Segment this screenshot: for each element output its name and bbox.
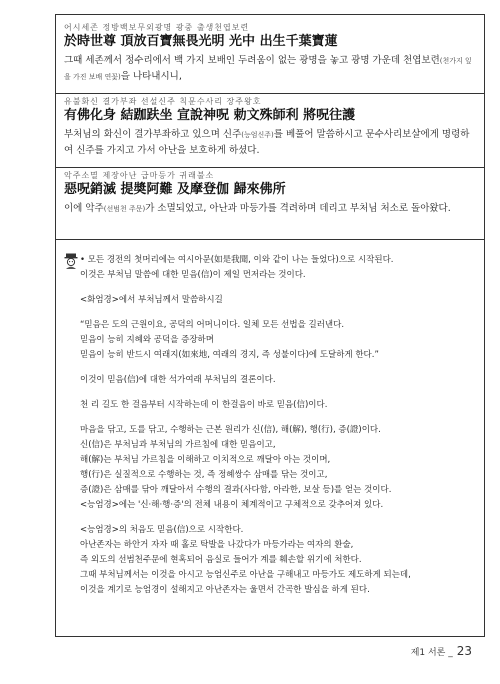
verse-hanja: 於時世尊 頂放百寶無畏光明 光中 出生千葉寶蓮	[64, 34, 338, 49]
verse-block	[64, 23, 478, 85]
translation-note: (천가지 잎을 가진 보배 연꽃)	[64, 57, 472, 81]
commentary-line: 믿음이 능히 반드시 여래지(如來地, 여래의 경지, 즉 성불이다)에 도달하게 한다.”	[80, 350, 379, 360]
scholar-icon	[64, 253, 78, 269]
divider	[56, 167, 484, 168]
verse-reading: 유불화신 결가부좌 선설신주 칙문수사리 장주왕호	[64, 97, 262, 106]
verse-translation: 이에 악주(선범천 주문)가 소멸되었고, 아난과 마등가를 격려하며 데리고 부처님 처소로 돌아왔다.	[64, 203, 451, 214]
verse-translation: 그때 세존께서 정수리에서 백 가지 보배인 두려움이 없는 광명을 놓고 광명 가운데 천엽보련(천가지 잎을 가진 보배 연꽃)을 나타내시니,	[64, 55, 472, 82]
commentary-line: 신(信)은 부처님과 부처님의 가르침에 대한 믿음이고,	[80, 440, 276, 450]
divider	[56, 93, 484, 94]
translation-note: (선범천 주문)	[103, 205, 146, 213]
commentary-line: 아난존자는 하안거 자자 때 홀로 탁발을 나갔다가 마등가라는 여자의 환술,	[80, 540, 354, 550]
commentary-line: 이것은 부처님 말씀에 대한 믿음(信)이 제일 먼저라는 것이다.	[80, 270, 306, 280]
page-footer	[411, 644, 472, 658]
translation-note: (능엄신주)	[241, 131, 274, 139]
commentary-line: <능엄경>에는 '신·해·행·증'의 전체 내용이 체계적이고 구체적으로 갖추어져 있다.	[80, 500, 384, 510]
page-frame	[55, 14, 485, 637]
verse-reading: 어시세존 정방백보무외광명 광중 출생천엽보련	[64, 23, 250, 32]
verse-reading: 악주소멸 제장아난 급마등가 귀래불소	[64, 171, 215, 180]
page-number: 23	[456, 644, 472, 658]
commentary-line: 믿음이 능히 지혜와 공덕을 증장하며	[80, 335, 214, 345]
verse-hanja: 有佛化身 結跏趺坐 宣說神呪 勅文殊師利 將呪往護	[64, 108, 356, 123]
commentary-line: <능엄경>의 처음도 믿음(信)으로 시작한다.	[80, 525, 244, 535]
commentary-line: 천 리 길도 한 걸음부터 시작하는데 이 한걸음이 바로 믿음(信)이다.	[80, 400, 328, 410]
commentary-line: 마음을 닦고, 도를 닦고, 수행하는 근본 원리가 신(信), 해(解), 행(行), 증(證)이다.	[80, 425, 381, 435]
commentary-line: 그때 부처님께서는 이것을 아시고 능엄신주로 아난을 구해내고 마등가도 제도하게 되는데,	[80, 570, 411, 580]
commentary-line: <화엄경>에서 부처님께서 말씀하시길	[80, 295, 223, 305]
commentary-body	[80, 253, 476, 598]
commentary-line: 이것을 계기로 능엄경이 설해지고 아난존자는 울면서 간곡한 발심을 하게 된다.	[80, 585, 370, 595]
commentary-line: 해(解)는 부처님 가르침을 이해하고 이치적으로 깨달아 아는 것이며,	[80, 455, 331, 465]
commentary-line: 행(行)은 실질적으로 수행하는 것, 즉 정혜쌍수 삼매를 닦는 것이고,	[80, 470, 328, 480]
commentary-line: 이것이 믿음(信)에 대한 석가여래 부처님의 결론이다.	[80, 375, 276, 385]
verse-block	[64, 171, 478, 217]
commentary-line: • 모든 경전의 첫머리에는 여시아문(如是我聞, 이와 같이 나는 들었다)으로 시작된다.	[80, 255, 394, 265]
divider	[56, 239, 484, 240]
section-label: 제1 서론 _	[410, 648, 453, 658]
commentary-line: 즉 외도의 선범천주문에 현혹되어 음실로 들어가 계를 훼손할 위기에 처한다.	[80, 555, 362, 565]
commentary-line: 증(證)은 삼매를 닦아 깨달아서 수행의 결과(사다함, 아라한, 보살 등)를 얻는 것이다.	[80, 485, 392, 495]
commentary-line: “믿음은 도의 근원이요, 공덕의 어머니이다. 일체 모든 선법을 길러낸다.	[80, 320, 345, 330]
verse-translation: 부처님의 화신이 결가부좌하고 있으며 신주(능엄신주)를 베풀어 말씀하시고 문수사리보살에게 명령하여 신주를 가지고 가서 아난을 보호하게 하셨다.	[64, 129, 470, 156]
verse-hanja: 惡呪銷滅 提奬阿難 及摩登伽 歸來佛所	[64, 182, 286, 197]
verse-block	[64, 97, 478, 158]
